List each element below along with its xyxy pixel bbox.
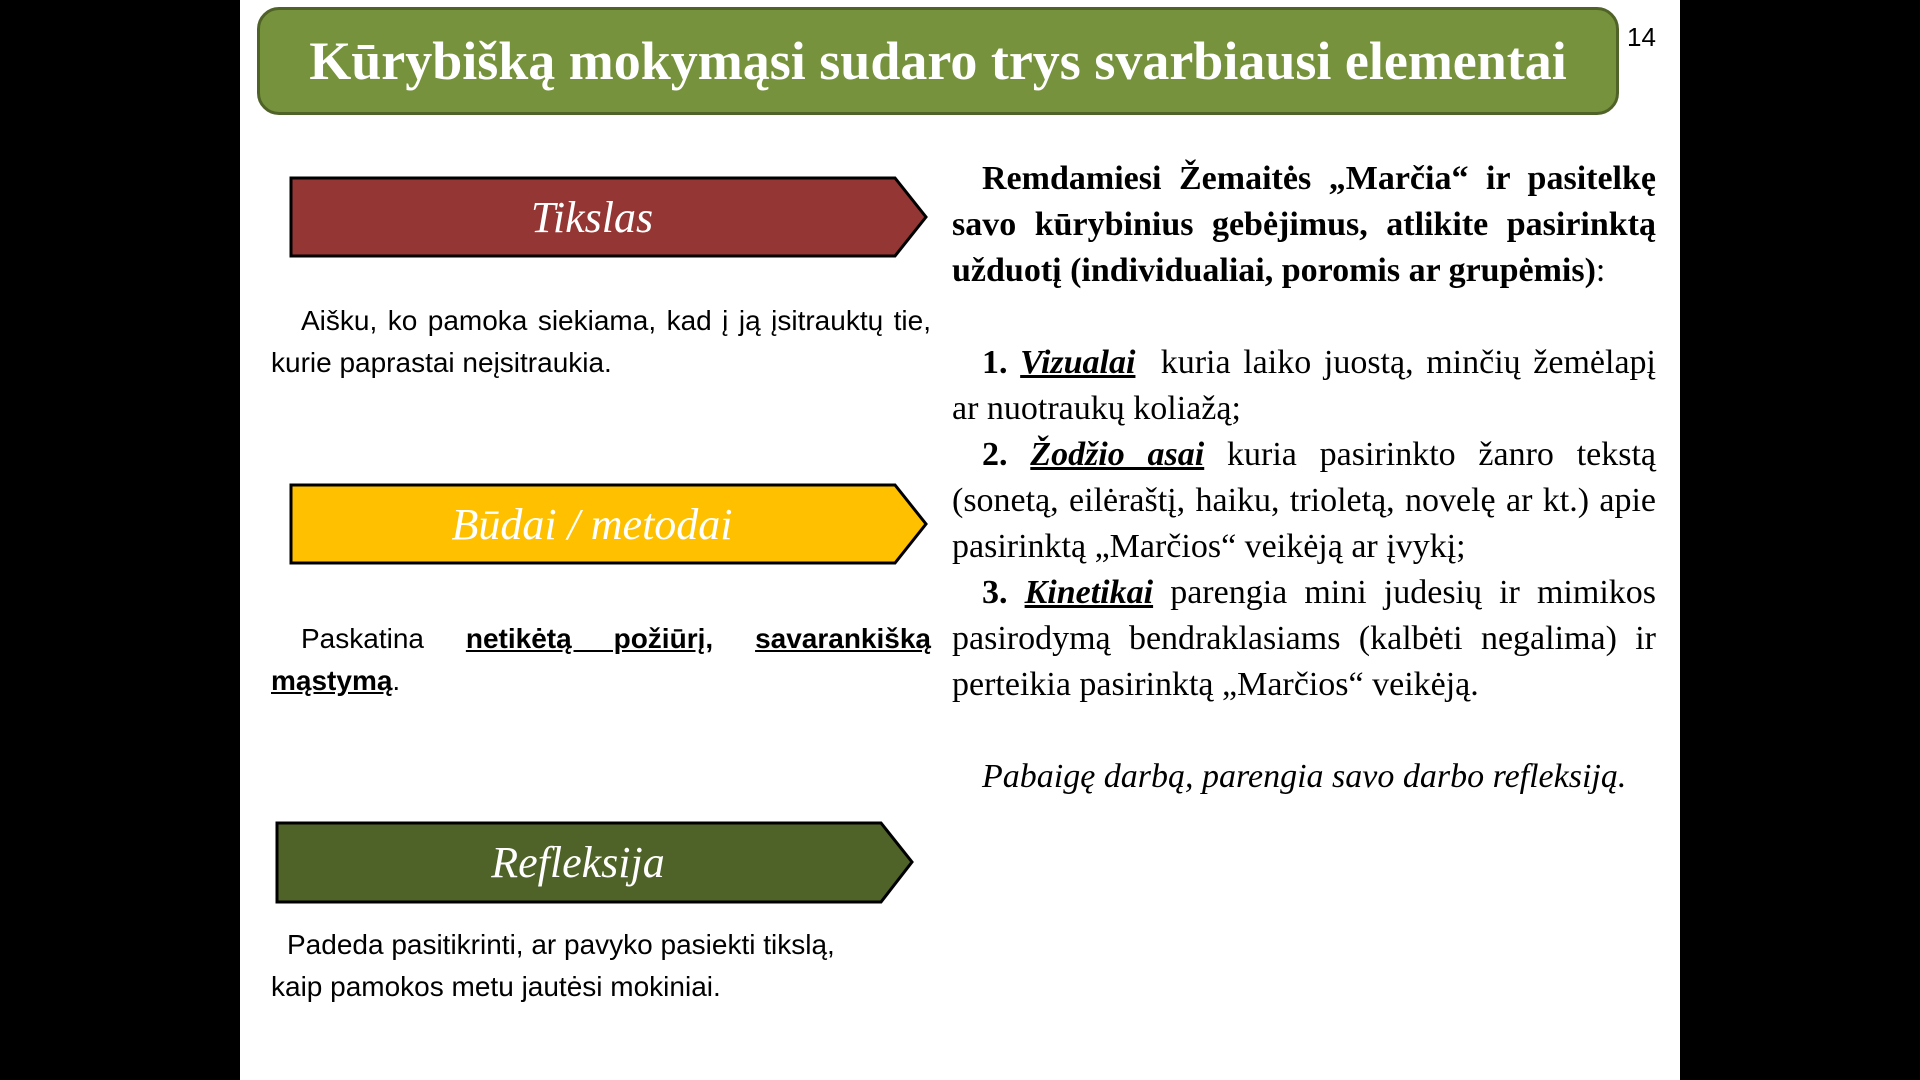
task-intro: Remdamiesi Žemaitės „Marčia“ ir pasitelkę savo kūrybinius gebėjimus, atlikite pasirinktą užduotį (individualiai, poromis ar grupėmis)	[952, 160, 1656, 289]
task-closing-paragraph	[952, 754, 1656, 800]
task-item-2-text: kuria pasirinkto žanro tekstą (sonetą, eilėraštį, haiku, trioletą, novelę ar kt.) apie pasirinktą „Marčios“ veikėją ar įvykį;	[952, 436, 1657, 565]
task-item-word-aces	[952, 432, 1656, 570]
reflection-description	[271, 924, 891, 1008]
task-item-1-text: kuria laiko juostą, minčių žemėlapį ar nuotraukų koliažą;	[952, 344, 1657, 427]
task-item-2-role: Žodžio asai	[1030, 436, 1205, 473]
slide-number: 14	[1627, 22, 1656, 52]
methods-highlight-unexpected-view: netikėtą požiūrį	[465, 623, 706, 654]
arrow-goal-label: Tikslas	[530, 192, 654, 242]
methods-highlight-independent-thinking: savarankišką mąstymą	[271, 623, 931, 696]
reflection-description-text: Padeda pasitikrinti, ar pavyko pasiekti tikslą, kaip pamokos metu jautėsi mokiniai.	[271, 929, 835, 1002]
task-item-1-number: 1.	[982, 344, 1008, 381]
arrow-goal	[289, 176, 929, 258]
methods-separator: ,	[705, 623, 714, 654]
task-intro-colon: :	[1595, 252, 1606, 289]
methods-description	[271, 618, 931, 702]
goal-description-text: Aišku, ko pamoka siekiama, kad į ją įsitrauktų tie, kurie paprastai neįsitraukia.	[271, 305, 931, 378]
arrow-reflection	[275, 821, 915, 904]
arrow-methods	[289, 483, 929, 565]
methods-description-prefix: Paskatina	[301, 623, 424, 654]
task-item-visuals	[952, 340, 1656, 432]
task-item-3-role: Kinetikai	[1024, 574, 1154, 611]
task-item-kinetics	[952, 570, 1656, 708]
task-item-3-text: parengia mini judesių ir mimikos pasirodymą bendraklasiams (kalbėti negalima) ir perteikia pasirinktą „Marčios“ veikėją.	[952, 574, 1656, 703]
task-item-1-role: Vizualai	[1020, 344, 1136, 381]
slide-title: Kūrybišką mokymąsi sudaro trys svarbiausi elementai	[309, 31, 1567, 91]
arrow-methods-label: Būdai / metodai	[451, 499, 733, 549]
task-item-2-number: 2.	[982, 436, 1008, 473]
task-item-3-number: 3.	[982, 574, 1008, 611]
methods-suffix: .	[392, 665, 401, 696]
task-closing: Pabaigę darbą, parengia savo darbo refleksiją.	[982, 758, 1627, 795]
task-panel	[952, 156, 1656, 800]
arrow-reflection-label: Refleksija	[491, 838, 665, 887]
title-banner	[257, 7, 1619, 115]
task-intro-paragraph	[952, 156, 1656, 294]
goal-description	[271, 300, 931, 384]
slide	[240, 0, 1680, 1080]
